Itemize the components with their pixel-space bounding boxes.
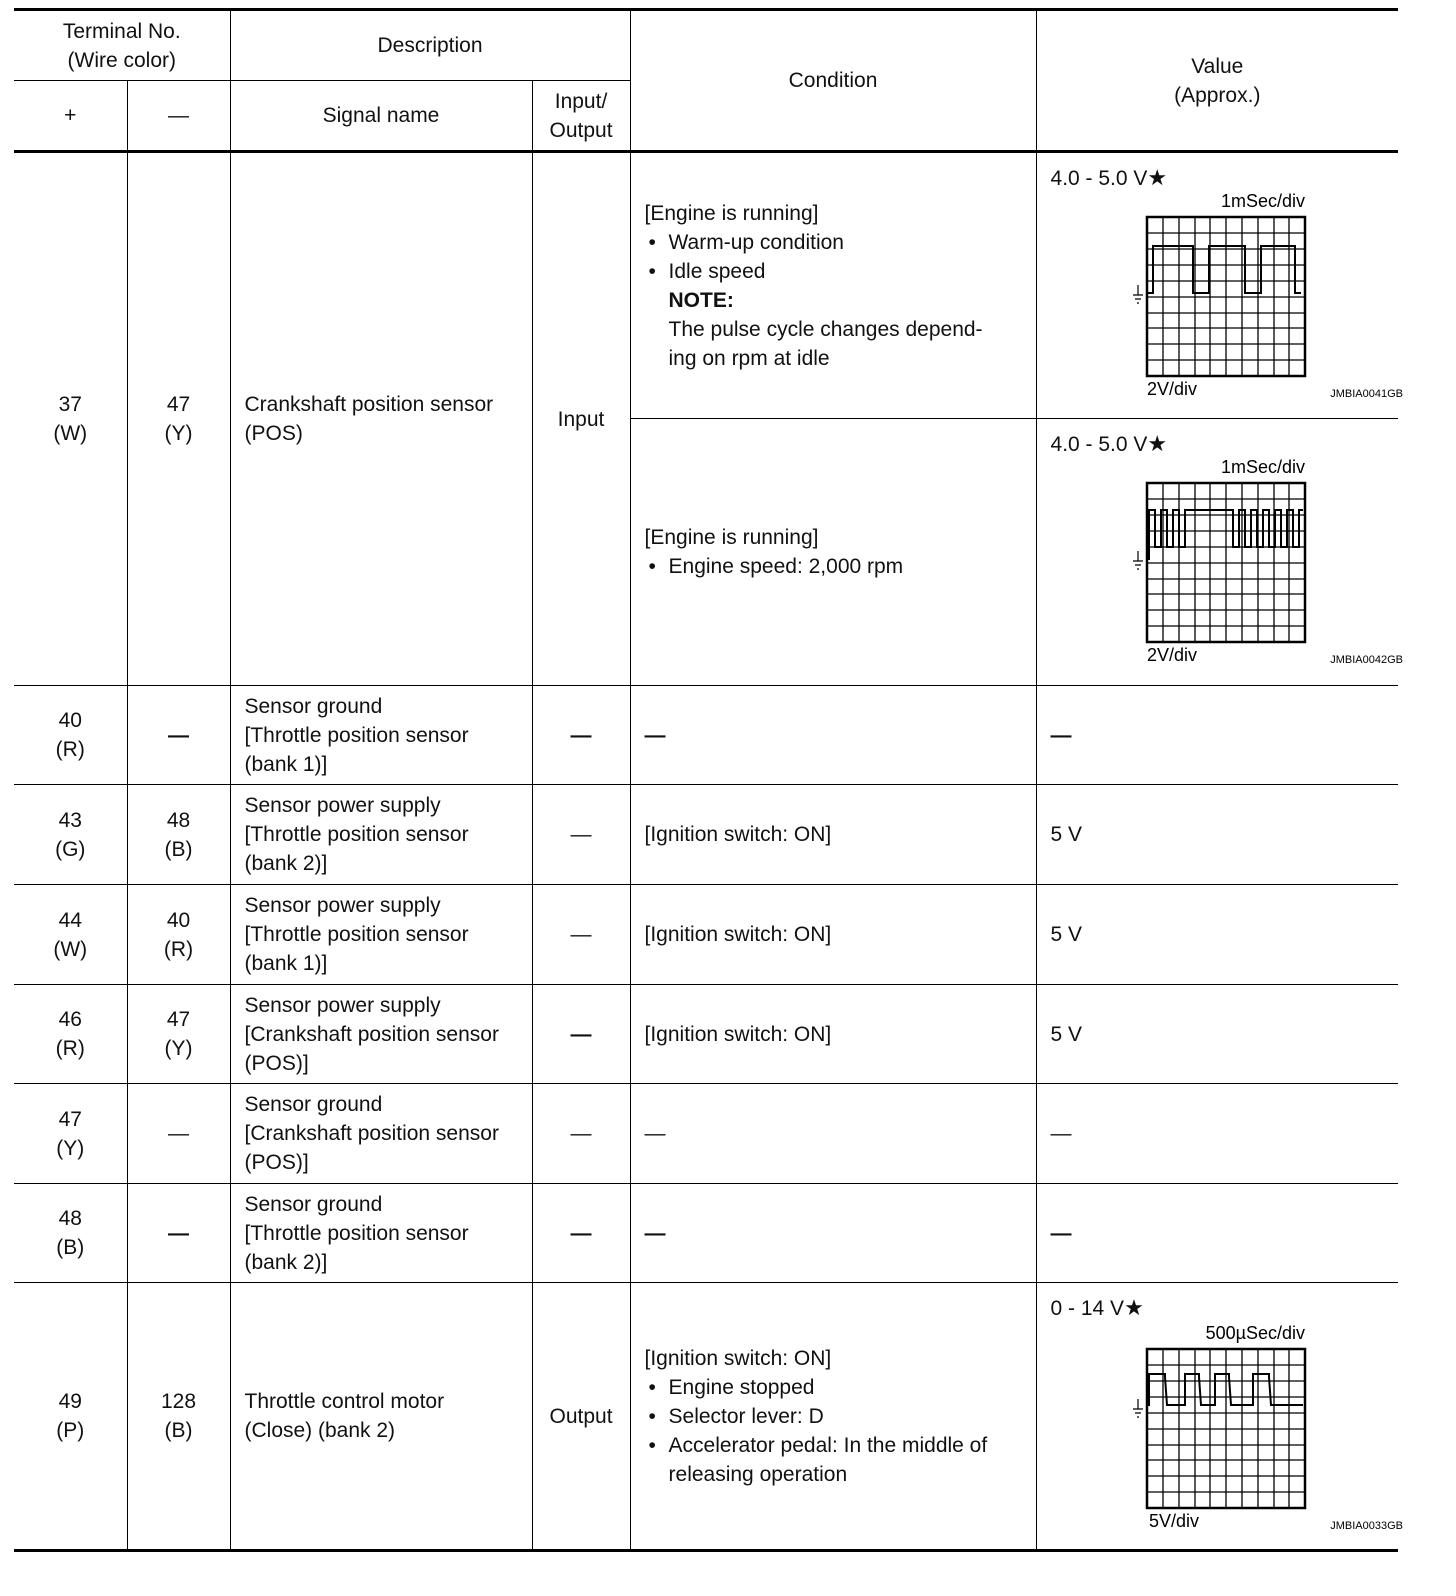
value-cell: — (1036, 1184, 1398, 1283)
condition (630, 152, 1036, 419)
star-icon: ★ (1147, 165, 1168, 190)
signal-line: [Throttle position sensor (244, 1221, 469, 1245)
approx-label: (Approx.) (1174, 83, 1261, 107)
figure-id: JMBIA0033GB (1329, 1520, 1403, 1532)
wire-color: (R) (55, 1037, 85, 1060)
wire-color: (Y) (164, 1037, 193, 1060)
table-row (14, 1184, 1398, 1283)
figure-id: JMBIA0041GB (1329, 388, 1403, 400)
signal-line: (POS) (244, 422, 303, 445)
terminal-plus (14, 1184, 127, 1283)
signal-name (230, 686, 532, 785)
signal-name (230, 1084, 532, 1184)
signal-line: (bank 1)] (244, 952, 328, 975)
io-type: — (532, 686, 630, 785)
signal-line: Crankshaft position sensor (244, 393, 494, 416)
terminal-number: 47 (166, 393, 191, 416)
table-row (14, 985, 1398, 1084)
terminal-plus (14, 785, 127, 885)
terminal-minus (127, 1283, 230, 1551)
terminal-plus (14, 985, 127, 1084)
signal-name-header: Signal name (230, 81, 532, 152)
signal-name (230, 985, 532, 1084)
io-type: Input (532, 152, 630, 686)
condition-header: Condition (630, 10, 1036, 152)
condition-heading: [Engine is running] (644, 201, 819, 225)
signal-line: [Throttle position sensor (244, 823, 469, 846)
terminal-minus (127, 152, 230, 686)
signal-line: (bank 2)] (244, 852, 328, 875)
signal-line: [Throttle position sensor (244, 723, 469, 747)
wire-color: (W) (53, 937, 88, 961)
scope-grid (1147, 1349, 1305, 1508)
oscilloscope-waveform (1085, 455, 1405, 683)
table-row (14, 1283, 1398, 1551)
terminal-number: 44 (58, 908, 82, 932)
condition: [Ignition switch: ON] (630, 785, 1036, 885)
description-header: Description (230, 10, 630, 81)
terminal-number: 128 (160, 1390, 197, 1413)
value-label: Value (1191, 54, 1244, 78)
value-cell: — (1036, 686, 1398, 785)
value-cell: 5 V (1036, 985, 1398, 1084)
signal-line: [Crankshaft position sensor (244, 1122, 499, 1145)
signal-line: (Close) (bank 2) (244, 1419, 396, 1442)
minus-header: — (127, 81, 230, 152)
value-text: 4.0 - 5.0 V (1050, 433, 1148, 456)
terminal-number: 46 (58, 1008, 82, 1031)
value-header (1036, 10, 1398, 152)
signal-name (230, 152, 532, 686)
condition: [Ignition switch: ON] (630, 885, 1036, 985)
wire-color: (Y) (56, 1136, 85, 1160)
value-cell: 5 V (1036, 885, 1398, 985)
io-label-line2: Output (549, 118, 613, 142)
volt-div-label: 2V/div (1146, 645, 1197, 665)
signal-line: [Throttle position sensor (244, 923, 469, 946)
terminal-number: 37 (58, 393, 82, 416)
wire-color: (P) (56, 1419, 85, 1442)
wire-color: (Y) (164, 422, 193, 445)
time-div-label: 1mSec/div (1220, 457, 1305, 477)
terminal-minus: — (127, 686, 230, 785)
wire-color: (G) (55, 837, 86, 861)
value-cell: — (1036, 1084, 1398, 1184)
io-type: — (532, 1184, 630, 1283)
note-text: The pulse cycle changes depend- (668, 317, 983, 341)
time-div-label: 500µSec/div (1205, 1323, 1305, 1343)
condition-heading: [Ignition switch: ON] (644, 1346, 832, 1370)
volt-div-label: 2V/div (1146, 379, 1197, 399)
signal-line: (bank 1)] (244, 752, 328, 776)
terminal-no-header (14, 10, 230, 81)
note-label: NOTE: (668, 288, 734, 312)
terminal-number: 48 (166, 808, 191, 832)
terminal-number: 40 (166, 908, 191, 932)
signal-line: Sensor power supply (244, 894, 441, 917)
table-row (14, 686, 1398, 785)
condition: [Ignition switch: ON] (630, 985, 1036, 1084)
figure-id: JMBIA0042GB (1329, 654, 1403, 666)
wire-color: (R) (163, 937, 194, 961)
signal-line: Throttle control motor (244, 1390, 445, 1413)
table-row (14, 1084, 1398, 1184)
io-header (532, 81, 630, 152)
wire-color: (B) (164, 837, 193, 861)
signal-line: Sensor ground (244, 1192, 383, 1216)
signal-line: Sensor power supply (244, 794, 441, 817)
condition (630, 1283, 1036, 1551)
star-icon: ★ (1124, 1295, 1144, 1320)
signal-line: Sensor ground (244, 694, 383, 718)
terminal-minus: — (127, 1084, 230, 1184)
signal-line: Sensor ground (244, 1093, 383, 1116)
waveform-trace (1147, 510, 1303, 559)
terminal-number: 49 (58, 1390, 82, 1413)
terminal-plus (14, 1084, 127, 1184)
table-row (14, 785, 1398, 885)
ground-icon (1133, 551, 1143, 569)
io-label-line1: Input/ (554, 89, 608, 113)
condition-bullet: • Engine stopped (645, 1373, 1036, 1402)
signal-name (230, 1283, 532, 1551)
signal-line: (POS)] (244, 1151, 309, 1174)
condition-bullet: • Idle speed (645, 257, 1036, 286)
signal-name (230, 785, 532, 885)
value-text: 0 - 14 V (1050, 1297, 1125, 1320)
value-cell: 5 V (1036, 785, 1398, 885)
terminal-number: 47 (58, 1107, 82, 1131)
wire-color: (B) (164, 1419, 193, 1442)
condition: — (630, 1084, 1036, 1184)
plus-header: + (14, 81, 127, 152)
condition-bullet: • Accelerator pedal: In the middle of (645, 1431, 1036, 1460)
io-type: — (532, 885, 630, 985)
value-cell (1036, 1283, 1403, 1551)
condition: — (630, 1184, 1036, 1283)
table-row (14, 885, 1398, 985)
condition-heading: [Engine is running] (644, 526, 819, 549)
oscilloscope-waveform (1085, 1321, 1405, 1549)
signal-name (230, 1184, 532, 1283)
terminal-plus (14, 686, 127, 785)
io-type: — (532, 1084, 630, 1184)
waveform-trace (1147, 1374, 1303, 1405)
time-div-label: 1mSec/div (1220, 191, 1305, 211)
ground-icon (1133, 1399, 1143, 1417)
terminal-number: 48 (58, 1207, 82, 1230)
terminal-number: 47 (166, 1008, 191, 1031)
condition-bullet: • Warm-up condition (645, 228, 1036, 257)
signal-line: (POS)] (244, 1051, 309, 1075)
condition: — (630, 686, 1036, 785)
condition (630, 419, 1036, 686)
terminal-minus (127, 985, 230, 1084)
terminal-minus (127, 785, 230, 885)
value-cell (1036, 152, 1403, 419)
value-text: 4.0 - 5.0 V (1050, 167, 1148, 190)
value-cell (1036, 419, 1403, 686)
terminal-plus (14, 885, 127, 985)
table-row (14, 152, 1398, 419)
scope-grid (1147, 217, 1305, 376)
oscilloscope-waveform (1085, 189, 1405, 417)
terminal-minus: — (127, 1184, 230, 1283)
ground-icon (1133, 285, 1143, 303)
terminal-number: 43 (58, 808, 82, 832)
wire-color-label: (Wire color) (67, 48, 176, 72)
terminal-number: 40 (58, 709, 82, 732)
wire-color: (R) (55, 738, 85, 761)
condition-bullet: • Selector lever: D (645, 1402, 1036, 1431)
scope-grid (1147, 483, 1305, 642)
volt-div-label: 5V/div (1148, 1511, 1199, 1531)
signal-line: [Crankshaft position sensor (244, 1022, 499, 1046)
star-icon: ★ (1147, 431, 1168, 456)
condition-bullet-continuation: releasing operation (668, 1462, 848, 1486)
io-type: Output (532, 1283, 630, 1551)
signal-line: (bank 2)] (244, 1250, 328, 1274)
terminal-minus (127, 885, 230, 985)
note-text: ing on rpm at idle (668, 346, 830, 370)
condition-bullet: • Engine speed: 2,000 rpm (645, 552, 1036, 581)
terminal-plus (14, 152, 127, 686)
io-type: — (532, 985, 630, 1084)
terminal-plus (14, 1283, 127, 1551)
signal-name (230, 885, 532, 985)
wire-color: (W) (53, 422, 88, 445)
terminal-table (14, 8, 1403, 1552)
wire-color: (B) (56, 1236, 85, 1259)
terminal-no-label: Terminal No. (62, 19, 181, 43)
signal-line: Sensor power supply (244, 993, 441, 1017)
waveform-trace (1147, 246, 1301, 293)
io-type: — (532, 785, 630, 885)
